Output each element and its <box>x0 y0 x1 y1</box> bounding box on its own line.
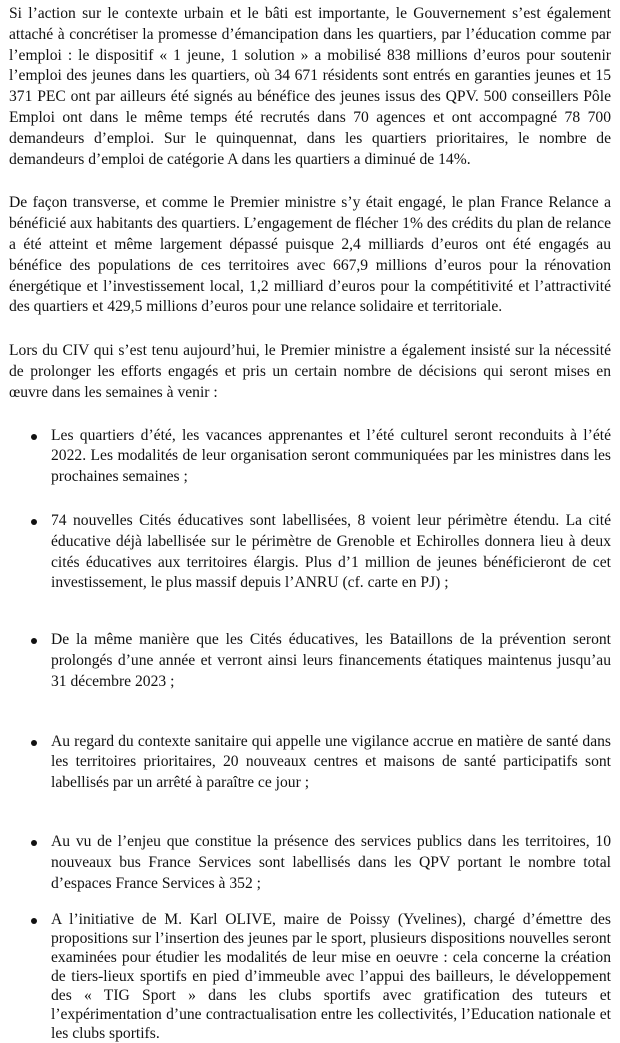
paragraph-france-relance: De façon transverse, et comme le Premier ministre s’y était engagé, le plan France Relance a bénéficié aux habitants des quartiers. L’engagement de flécher 1% des crédits du plan de relance a été atteint et même largement dépassé puisque 2,4 milliards d’euros ont été engagés au bénéfice des populations de ces territoires avec 667,9 millions d’euros pour la rénovation énergétique et l’investissement local, 1,2 milliard d’euros pour la compétitivité et l’attractivité des quartiers et 429,5 millions d’euros pour une relance solidaire et territoriale. <box>9 194 611 316</box>
bullet-icon <box>31 434 37 440</box>
bullet-icon <box>31 918 37 924</box>
bullet-icon <box>31 519 37 525</box>
list-item-text: Les quartiers d’été, les vacances apprenantes et l’été culturel seront reconduits à l’été 2022. Les modalités de leur organisation seront communiquées par les ministres dans les prochaines semaines ; <box>51 426 611 486</box>
list-item-text: De la même manière que les Cités éducatives, les Bataillons de la prévention seront prolongés d’une année et verront ainsi leurs financements étatiques maintenus jusqu’au 31 décembre 2023 ; <box>51 631 611 690</box>
list-item-text: Au regard du contexte sanitaire qui appelle une vigilance accrue en matière de santé dans les territoires prioritaires, 20 nouveaux centres et maisons de santé participatifs sont labellisés par un arrêté à paraître ce jour ; <box>51 732 611 792</box>
list-item <box>9 832 611 894</box>
list-item-text: 74 nouvelles Cités éducatives sont labellisées, 8 voient leur périmètre étendu. La cité éducative déjà labellisée sur le périmètre de Grenoble et Echirolles donnera lieu à deux cités éducatives aux territoires élargis. Plus d’1 million de jeunes bénéficieront de cet investissement, le plus massif depuis l’ANRU (cf. carte en PJ) ; <box>51 511 611 592</box>
paragraph-civ-decisions: Lors du CIV qui s’est tenu aujourd’hui, le Premier ministre a également insisté sur la nécessité de prolonger les efforts engagés et pris un certain nombre de décisions qui seront mises en œuvre dans les semaines à venir : <box>9 342 611 401</box>
list-item <box>9 910 611 1043</box>
list-item-text: Au vu de l’enjeu que constitue la présence des services publics dans les territoires, 10 nouveaux bus France Services sont labellisés dans les QPV portant le nombre total d’espaces France Services à 352 ; <box>51 832 611 892</box>
list-item <box>9 426 611 488</box>
list-item <box>9 630 611 692</box>
list-item <box>9 511 611 594</box>
decisions-list <box>9 426 611 1043</box>
list-item-text: A l’initiative de M. Karl OLIVE, maire de Poissy (Yvelines), chargé d’émettre des propositions sur l’insertion des jeunes par le sport, plusieurs dispositions nouvelles seront examinées pour étudier les modalités de leur mise en oeuvre : cela concerne la création de tiers-lieux sportifs en pied d’immeuble avec l’appui des bailleurs, le développement des « TIG Sport » dans les clubs sportifs avec gratification des tuteurs et l’expérimentation d’une contractualisation entre les collectivités, l’Education nationale et les clubs sportifs. <box>51 911 611 1043</box>
bullet-icon <box>31 638 37 644</box>
bullet-icon <box>31 740 37 746</box>
bullet-icon <box>31 840 37 846</box>
paragraph-emploi-jeunes: Si l’action sur le contexte urbain et le bâti est importante, le Gouvernement s’est également attaché à concrétiser la promesse d’émancipation dans les quartiers, par l’éducation comme par l’emploi : le dispositif « 1 jeune, 1 solution » a mobilisé 838 millions d’euros pour soutenir l’emploi des jeunes dans les quartiers, où 34 671 résidents sont entrés en garanties jeunes et 15 371 PEC ont par ailleurs été signés au bénéfice des jeunes issus des QPV. 500 conseillers Pôle Emploi ont dans le même temps été recrutés dans 70 agences et ont accompagné 78 700 demandeurs d’emploi. Sur le quinquennat, dans les quartiers prioritaires, le nombre de demandeurs d’emploi de catégorie A dans les quartiers a diminué de 14%. <box>9 5 611 168</box>
list-item <box>9 732 611 794</box>
